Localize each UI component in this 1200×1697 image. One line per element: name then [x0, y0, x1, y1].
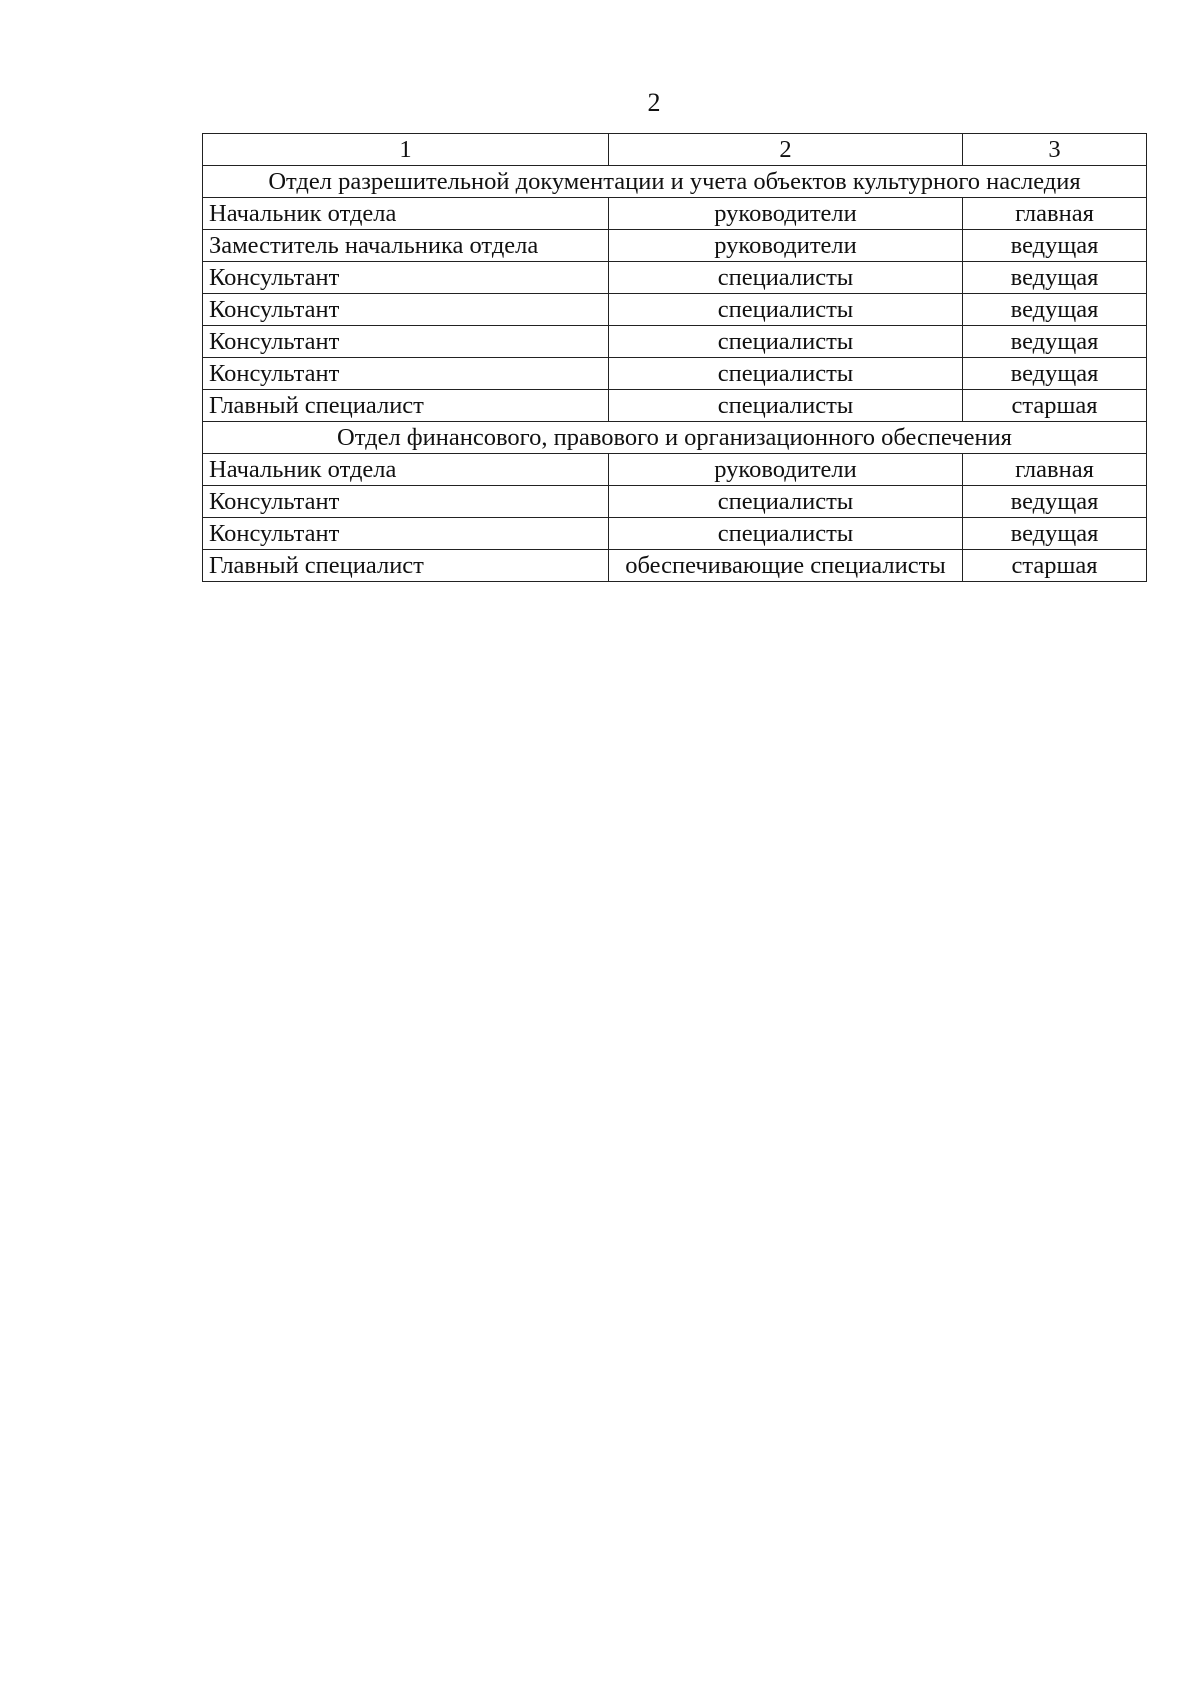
position-name: Главный специалист [203, 390, 609, 422]
position-name: Консультант [203, 486, 609, 518]
table-row [203, 550, 1147, 582]
table-row [203, 230, 1147, 262]
position-category: специалисты [609, 518, 963, 550]
position-category: руководители [609, 454, 963, 486]
table-row [203, 454, 1147, 486]
position-group: главная [963, 198, 1147, 230]
position-name: Консультант [203, 262, 609, 294]
position-group: старшая [963, 390, 1147, 422]
section-header-row [203, 166, 1147, 198]
table-row [203, 486, 1147, 518]
table-row [203, 326, 1147, 358]
position-name: Консультант [203, 358, 609, 390]
position-category: специалисты [609, 486, 963, 518]
table-row [203, 294, 1147, 326]
position-group: старшая [963, 550, 1147, 582]
position-group: ведущая [963, 326, 1147, 358]
position-name: Заместитель начальника отдела [203, 230, 609, 262]
section-title: Отдел разрешительной документации и учета объектов культурного наследия [203, 166, 1147, 198]
position-category: обеспечивающие специалисты [609, 550, 963, 582]
column-number: 2 [609, 134, 963, 166]
table-row [203, 390, 1147, 422]
section-header-row [203, 422, 1147, 454]
position-category: специалисты [609, 358, 963, 390]
position-group: ведущая [963, 230, 1147, 262]
table-row [203, 518, 1147, 550]
position-category: руководители [609, 230, 963, 262]
position-category: специалисты [609, 326, 963, 358]
table-row [203, 358, 1147, 390]
position-name: Начальник отдела [203, 454, 609, 486]
position-group: ведущая [963, 358, 1147, 390]
position-category: руководители [609, 198, 963, 230]
position-name: Консультант [203, 518, 609, 550]
table-row [203, 262, 1147, 294]
column-number: 1 [203, 134, 609, 166]
page-number: 2 [647, 88, 661, 117]
position-name: Консультант [203, 294, 609, 326]
table-row [203, 198, 1147, 230]
position-category: специалисты [609, 390, 963, 422]
position-group: ведущая [963, 486, 1147, 518]
position-name: Консультант [203, 326, 609, 358]
position-group: ведущая [963, 518, 1147, 550]
table-header-row [203, 134, 1147, 166]
section-title: Отдел финансового, правового и организационного обеспечения [203, 422, 1147, 454]
position-group: ведущая [963, 294, 1147, 326]
position-name: Начальник отдела [203, 198, 609, 230]
position-group: главная [963, 454, 1147, 486]
position-category: специалисты [609, 294, 963, 326]
position-category: специалисты [609, 262, 963, 294]
position-group: ведущая [963, 262, 1147, 294]
position-name: Главный специалист [203, 550, 609, 582]
positions-table [202, 133, 1147, 582]
column-number: 3 [963, 134, 1147, 166]
